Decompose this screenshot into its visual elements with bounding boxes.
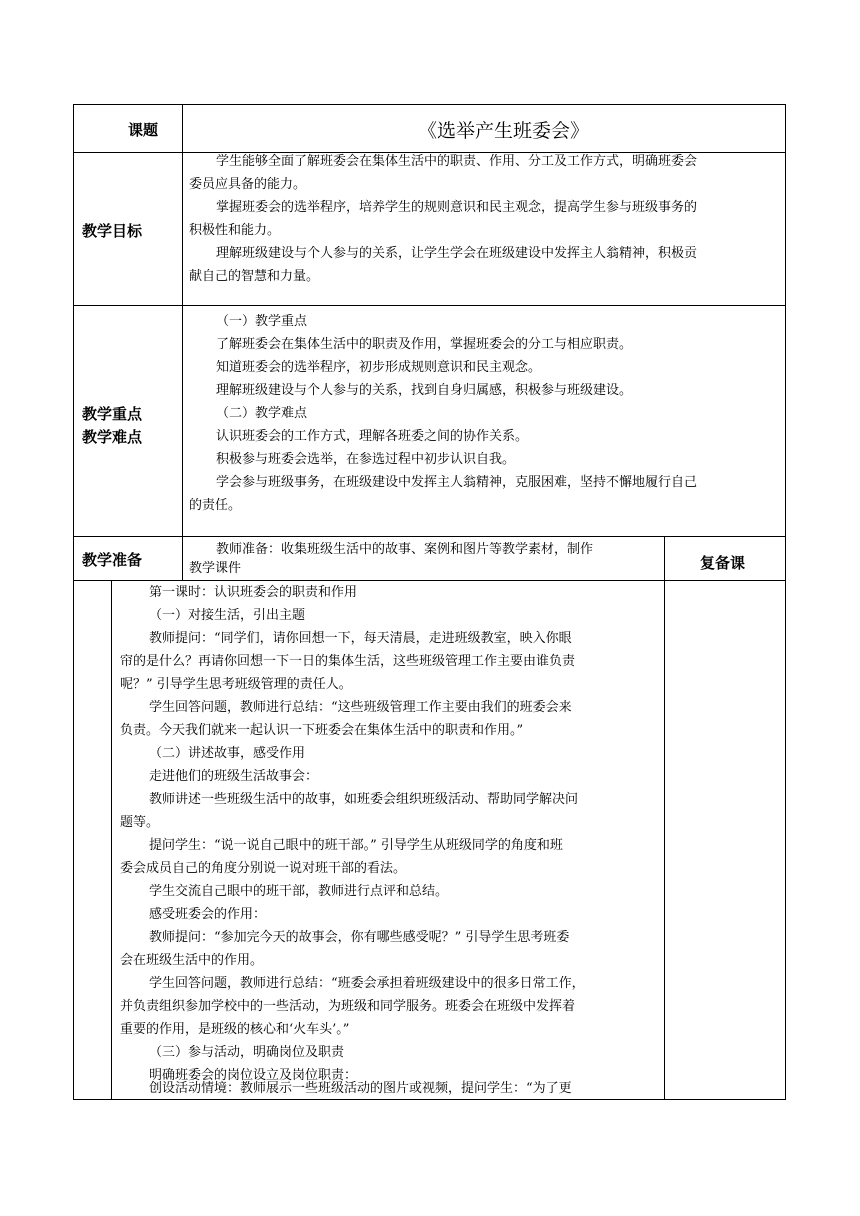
key-point-line: 认识班委会的工作方式，理解各班委之间的协作关系。 <box>216 429 529 444</box>
process-line: 明确班委会的岗位设立及岗位职责： <box>149 1068 358 1083</box>
objective-line: 献自己的智慧和力量。 <box>189 269 320 284</box>
process-line: 学生回答问题，教师进行总结：“这些班级管理工作主要由我们的班委会来 <box>149 700 572 715</box>
difficult-points-label: 教学难点 <box>82 428 143 446</box>
preparation-line: 教师准备：收集班级生活中的故事、案例和图片等教学素材，制作 <box>216 542 594 557</box>
table-row-divider <box>73 580 786 581</box>
objective-line: 积极性和能力。 <box>189 223 281 238</box>
table-border-right <box>785 104 786 1100</box>
key-point-line: 学会参与班级事务，在班级建设中发挥主人翁精神，克服困难，坚持不懈地履行自己 <box>216 475 698 490</box>
process-line: 提问学生：“说一说自己眼中的班干部。” 引导学生从班级同学的角度和班 <box>149 838 563 853</box>
process-line: 学生交流自己眼中的班干部，教师进行点评和总结。 <box>149 884 449 899</box>
preparation-label: 教学准备 <box>82 551 143 569</box>
key-point-line: 了解班委会在集体生活中的职责及作用，掌握班委会的分工与相应职责。 <box>216 337 633 352</box>
key-points-label: 教学重点 <box>82 405 143 423</box>
table-row-divider <box>73 305 786 306</box>
objective-line: 理解班级建设与个人参与的关系，让学生学会在班级建设中发挥主人翁精神，积极贡 <box>216 246 698 261</box>
page-title: 《选举产生班委会》 <box>418 120 590 142</box>
objectives-label: 教学目标 <box>82 222 143 240</box>
key-point-line: 知道班委会的选举程序，初步形成规则意识和民主观念。 <box>216 360 542 375</box>
process-line: 教师提问：“参加完今天的故事会，你有哪些感受呢？” 引导学生思考班委 <box>149 930 570 945</box>
preparation-line: 教学课件 <box>189 561 242 576</box>
process-line: 走进他们的班级生活故事会： <box>149 769 319 784</box>
review-label: 复备课 <box>700 554 746 572</box>
process-line: 会在班级生活中的作用。 <box>120 953 264 968</box>
process-line: 负责。今天我们就来一起认识一下班委会在集体生活中的职责和作用。” <box>120 723 524 738</box>
process-line: 帘的是什么？再请你回想一下一日的集体生活，这些班级管理工作主要由谁负责 <box>120 654 576 669</box>
process-line: （三）参与活动，明确岗位及职责 <box>149 1045 345 1060</box>
process-line: 创设活动情境：教师展示一些班级活动的图片或视频，提问学生：“为了更 <box>149 1081 572 1096</box>
process-line: 并负责组织参加学校中的一些活动，为班级和同学服务。班委会在班级中发挥着 <box>120 999 576 1014</box>
process-line: 学生回答问题，教师进行总结：“班委会承担着班级建设中的很多日常工作， <box>149 976 585 991</box>
objective-line: 掌握班委会的选举程序，培养学生的规则意识和民主观念，提高学生参与班级事务的 <box>216 200 698 215</box>
table-row-divider <box>73 536 786 537</box>
process-line: 感受班委会的作用： <box>149 907 267 922</box>
key-point-line: （二）教学难点 <box>216 406 308 421</box>
process-line: 题等。 <box>120 815 160 830</box>
key-point-line: （一）教学重点 <box>216 314 308 329</box>
objective-line: 学生能够全面了解班委会在集体生活中的职责、作用、分工及工作方式，明确班委会 <box>216 154 698 169</box>
table-column-divider <box>664 536 665 1100</box>
process-line: 呢？” 引导学生思考班级管理的责任人。 <box>120 677 352 692</box>
key-point-line: 的责任。 <box>189 498 242 513</box>
table-column-divider <box>182 104 183 580</box>
process-line: 第一课时：认识班委会的职责和作用 <box>149 585 358 600</box>
key-point-line: 理解班级建设与个人参与的关系，找到自身归属感，积极参与班级建设。 <box>216 383 633 398</box>
process-line: 委会成员自己的角度分别说一说对班干部的看法。 <box>120 861 407 876</box>
process-line: （一）对接生活，引出主题 <box>149 608 306 623</box>
process-line: 教师提问：“同学们，请你回想一下，每天清晨，走进班级教室，映入你眼 <box>149 631 572 646</box>
process-line: （二）讲述故事，感受作用 <box>149 746 306 761</box>
table-border-top <box>73 104 786 105</box>
topic-label: 课题 <box>128 121 159 139</box>
objective-line: 委员应具备的能力。 <box>189 177 307 192</box>
table-border-left <box>73 104 74 1100</box>
table-border-bottom <box>73 1099 786 1100</box>
process-line: 教师讲述一些班级生活中的故事，如班委会组织班级活动、帮助同学解决问 <box>149 792 579 807</box>
process-line: 重要的作用，是班级的核心和‘火车头’。” <box>120 1022 350 1037</box>
table-column-divider <box>111 580 112 1100</box>
key-point-line: 积极参与班委会选举，在参选过程中初步认识自我。 <box>216 452 516 467</box>
